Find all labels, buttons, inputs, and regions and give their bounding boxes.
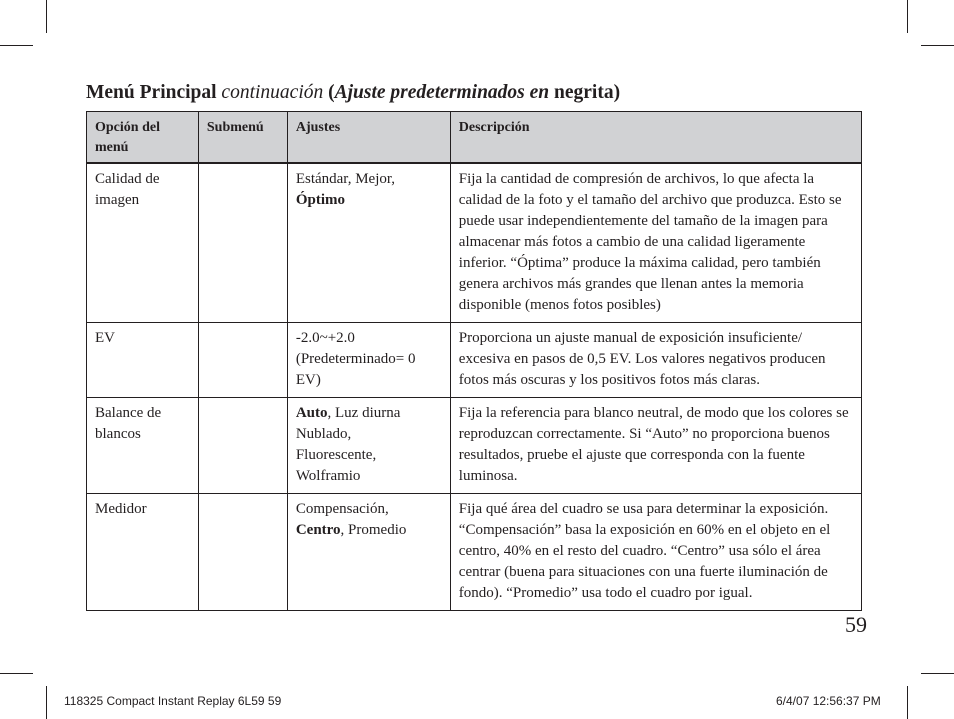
crop-mark	[921, 45, 954, 46]
heading-paren-close: )	[613, 82, 621, 103]
settings-table	[86, 111, 862, 611]
heading-continuation: continuación	[221, 82, 324, 103]
page-number: 59	[845, 612, 867, 637]
footer-slug: 118325 Compact Instant Replay 6L59 59	[64, 694, 282, 708]
table-row	[87, 494, 862, 611]
crop-mark	[907, 0, 908, 33]
settings-default: Óptimo	[295, 192, 345, 208]
header-option: Opción del menú	[87, 112, 199, 164]
cell-option: Calidad de imagen	[87, 163, 199, 323]
settings-text-after: , Promedio	[340, 522, 407, 538]
settings-default: Auto	[295, 405, 328, 421]
crop-mark	[46, 686, 47, 719]
table-row	[87, 163, 862, 323]
cell-option: Medidor	[87, 494, 199, 611]
settings-text: Estándar, Mejor,	[295, 171, 396, 187]
cell-settings	[287, 163, 450, 323]
crop-mark	[0, 45, 33, 46]
crop-mark	[921, 673, 954, 674]
settings-text: , Luz diurna Nublado, Fluorescente, Wolframio	[295, 405, 401, 484]
cell-settings	[287, 323, 450, 398]
table-row	[87, 323, 862, 398]
crop-mark	[907, 686, 908, 719]
cell-description: Proporciona un ajuste manual de exposición insuficiente/ excesiva en pasos de 0,5 EV. Los valores negativos producen fotos más oscuras y los positivos fotos más claras.	[450, 323, 861, 398]
cell-submenu	[198, 398, 287, 494]
crop-mark	[0, 673, 33, 674]
cell-submenu	[198, 163, 287, 323]
heading-bold-word: negrita	[554, 82, 614, 103]
crop-mark	[46, 0, 47, 33]
settings-text: Compensación,	[295, 501, 389, 517]
cell-settings	[287, 398, 450, 494]
heading-note: Ajuste predeterminados en	[334, 82, 550, 103]
table-header-row	[87, 112, 862, 164]
settings-text: -2.0~+2.0 (Predeterminado= 0 EV)	[295, 330, 416, 388]
cell-submenu	[198, 323, 287, 398]
header-settings: Ajustes	[287, 112, 450, 164]
settings-default: Centro	[295, 522, 341, 538]
table-row	[87, 398, 862, 494]
cell-description: Fija la cantidad de compresión de archivos, lo que afecta la calidad de la foto y el tamaño del archivo que produzca. Esto se puede usar independientemente del tamaño de la imagen para almacenar más fotos a cambio de una calidad ligeramente inferior. “Óptima” produce la máxima calidad, pero también genera archivos más grandes que llenan antes la memoria disponible (menos fotos posibles)	[450, 163, 861, 323]
heading-main: Menú Principal	[86, 82, 217, 103]
cell-submenu	[198, 494, 287, 611]
cell-option: EV	[87, 323, 199, 398]
header-description: Descripción	[450, 112, 861, 164]
cell-description: Fija la referencia para blanco neutral, de modo que los colores se reproduzcan correctamente. Si “Auto” no proporciona buenos resultados, pruebe el ajuste que corresponda con la fuente luminosa.	[450, 398, 861, 494]
header-submenu: Submenú	[198, 112, 287, 164]
cell-description: Fija qué área del cuadro se usa para determinar la exposición. “Compensación” basa la exposición en 60% en el objeto en el centro, 40% en el resto del cuadro. “Centro” usa sólo el área centrar (buena para situaciones con una fuerte iluminación de fondo). “Promedio” usa todo el cuadro por igual.	[450, 494, 861, 611]
cell-option: Balance de blancos	[87, 398, 199, 494]
footer-timestamp: 6/4/07 12:56:37 PM	[776, 694, 881, 708]
cell-settings	[287, 494, 450, 611]
heading-paren-open: (	[328, 82, 335, 103]
page-heading	[86, 82, 620, 104]
